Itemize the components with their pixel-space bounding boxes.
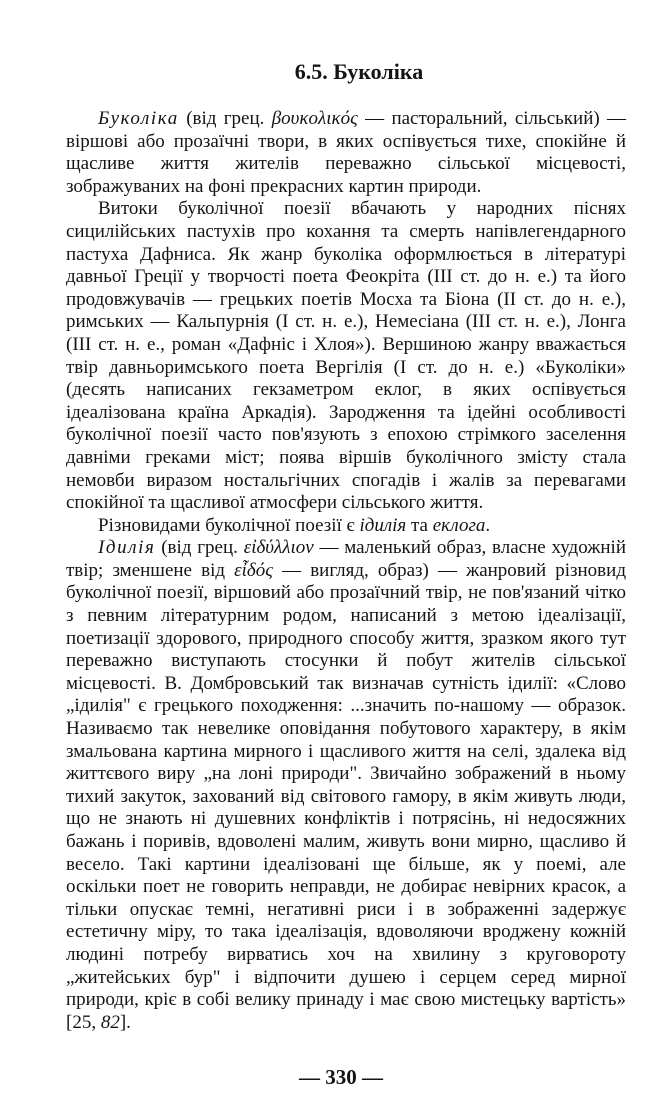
p4-after-greek2: — вигляд, образ) — жанровий різновид буколічної поезії, віршовий або прозаїчний твір, не пов'язаний чітко з певним літературним родом, написаний з метою ідеалізації, поетизації здорового, природного способу життя, зразком якого тут переважно виступають стосунки й побут жителів сільської місцевості. В. Домбровський так визначав сутність ідилії: «Слово „ідилія" є грецького походження: ...значить по-нашому — образок. Називаємо так невелике оповідання побутового характеру, в якім змальована картина мирного і щасливого життя на селі, здалека від життєвого виру „на лоні природи". Звичайно зображений в ньому тихий закуток, захований від світового гамору, в якім живуть люди, що не знають ні душевних конфліктів і потрясінь, ні недосяжних бажань і поривів, вдоволені малим, живуть вони мирно, щасливо й весело. Такі картини ідеалізовані ще більше, як у поемі, але оскільки поет не говорить неправди, не добирає невірних красок, а тільки опускає темні, негативні риси і в зображенні задержує естетичну міру, то така ідеалізація, вдоволяючи вроджену кожній людині потребу вирватись хоч на хвилину з круговороту „житейських бур" і відпочити душею і серцем серед мирної природи, кріє в собі велику принаду і має свою мистецьку вартість» [25,	[66, 559, 626, 1033]
greek-word-image: εἶδός	[234, 559, 273, 581]
section-title: 6.5. Буколіка	[294, 59, 424, 84]
body-text	[66, 108, 626, 1034]
greek-word-idyll: εἰδύλλιον	[243, 537, 314, 559]
p4-between: — маленький образ, власне художній твір; зменшене від	[66, 537, 626, 581]
term-idyll: Ідилія	[98, 537, 156, 559]
page-number: — 330 —	[299, 1065, 383, 1089]
p4-end: ].	[119, 1011, 131, 1033]
term-bucolic: Буколіка	[98, 108, 179, 129]
p3-after: .	[485, 514, 491, 536]
paragraph-idyll-definition	[66, 537, 626, 1034]
greek-word-bucolic: βουκολικός	[271, 108, 358, 129]
paragraph-bucolic-definition	[66, 108, 626, 198]
p1-after-greek: — пасторальний, сільський) — віршові або прозаїчні твори, в яких оспівується тихе, спокійне й щасливе життя жителів переважно сільської місцевості, зображуваних на фоні прекрасних картин природи.	[66, 108, 626, 197]
paragraph-origins: Витоки буколічної поезії вбачають у народних піснях сицилійських пастухів про кохання та смерть напівлегендарного пастуха Дафниса. Як жанр буколіка оформлюється в літературі давньої Греції у творчості поета Феокріта (III ст. до н. е.) та його продовжувачів — грецьких поетів Мосха та Біона (II ст. до н. е.), римських — Кальпурнія (I ст. н. е.), Немесіана (III ст. н. е.), Лонга (III ст. н. е., роман «Дафніс і Хлоя»). Вершиною жанру вважається твір давньоримського поета Вергілія (I ст. до н. е.) «Буколіки» (десять написаних гекзаметром еклог, в яких оспівується ідеалізована країна Аркадія). Зародження та ідейні особливості буколічної поезії часто пов'язують з епохою стрімкого заселення давніми греками міст; поява віршів буколічного змісту стала немовби виразом ностальгічних спогадів і жалів за перевагами спокійної та щасливої атмосфери сільського життя.	[66, 198, 626, 514]
p1-before-greek: (від грец.	[178, 108, 272, 129]
page-content	[66, 56, 626, 1034]
p3-before: Різновидами буколічної поезії є	[98, 514, 360, 536]
term-idyll-inline: ідилія	[359, 514, 407, 536]
term-eclogue-inline: еклога	[432, 514, 486, 536]
citation-page: 82	[100, 1011, 120, 1033]
p4-before-greek1: (від грец.	[155, 537, 244, 559]
paragraph-varieties	[66, 515, 626, 538]
p3-middle: та	[406, 514, 433, 536]
